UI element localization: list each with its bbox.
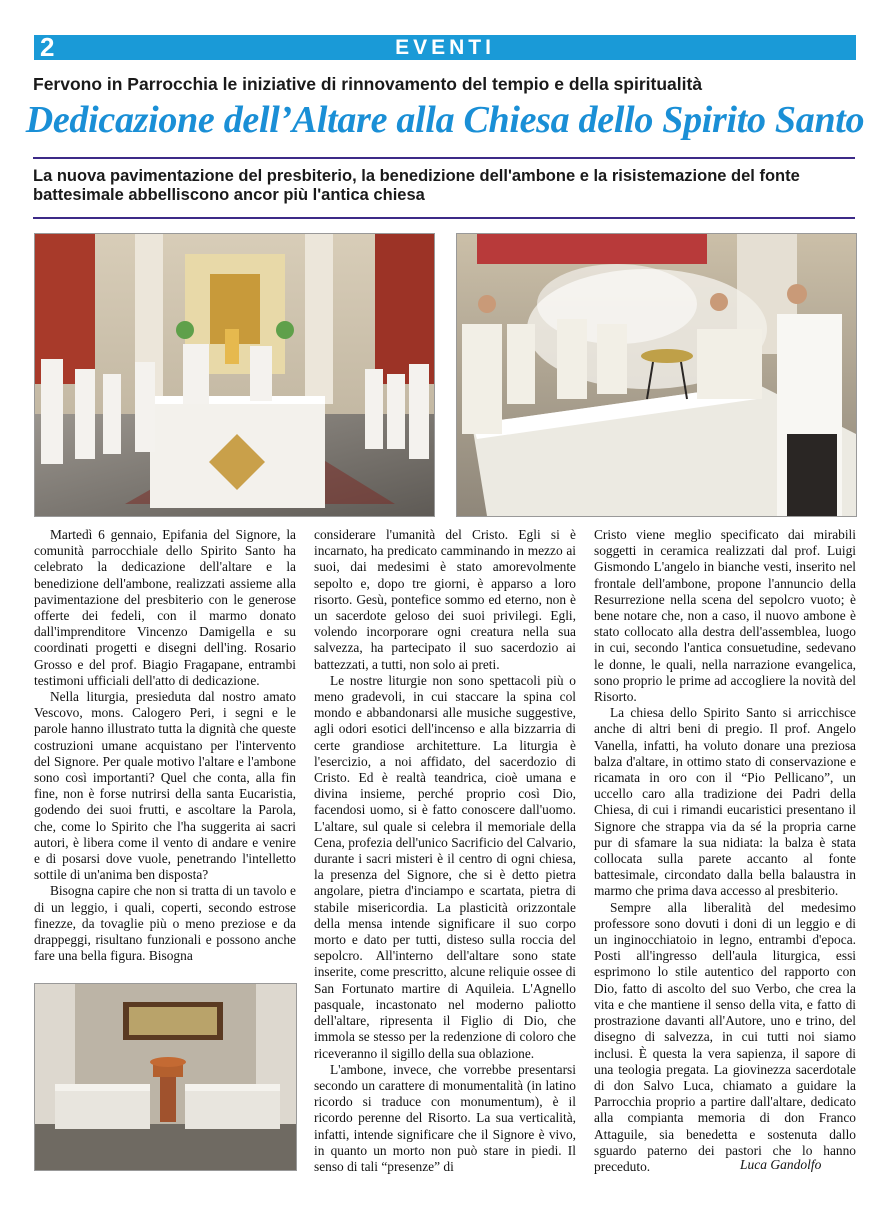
divider-rule (33, 217, 855, 219)
paragraph: Martedì 6 gennaio, Epifania del Signore, la comunità parrocchiale dello Spirito Santo ha celebrato la dedicazione dell'altare e la benedizione dell'ambone, realizzati assieme alla pavimentazione del presbiterio con le generose offerte dei fedeli, con il marmo donato dall'imprenditore Vincenzo Damigella e su coordinati progetti e disegni dell'ing. Rosario Grosso e del prof. Biagio Fragapane, entrambi testimoni ufficiali dell'atto di dedicazione. (34, 527, 296, 688)
paragraph: Bisogna capire che non si tratta di un tavolo e di un leggio, i quali, coperti, secondo estrose finezze, da tovaglie più o meno preziose e da drappeggi, risultano funzionali e possono anche fare una bella figura. Bisogna (34, 883, 296, 964)
article-column-1 (34, 527, 296, 964)
paragraph: Nella liturgia, presieduta dal nostro amato Vescovo, mons. Calogero Peri, i segni e le parole hanno illustrato tutta la dignità che queste costruzioni umane acquistano per l'intervento del Signore. Per quale motivo l'altare e l'ambone sono così importanti? Quel che conta, alla fin fine, non è forse nutrirsi della santa Eucaristia, godendo dei suoi frutti, e ascoltare la Parola, che, come lo Spirito che l'ha suggerita ai sacri autori, è libera come il vento di andare e venire e di posarsi dove vuole, penetrando l'intelletto sottile di un'anima ben disposta? (34, 689, 296, 883)
page-number: 2 (40, 32, 55, 62)
article-subtitle: La nuova pavimentazione del presbiterio, la benedizione dell'ambone e la risistemazione del fonte battesimale abbelliscono ancor più l'antica chiesa (33, 167, 800, 204)
kicker-headline: Fervono in Parrocchia le iniziative di rinnovamento del tempio e della spiritualità (33, 74, 703, 94)
paragraph: L'ambone, invece, che vorrebbe presentarsi secondo un carattere di monumentalità (in latino ricordo si traduce con monumentum), è il ricordo perenne del Risorto. La sua verticalità, infatti, intende significare che il Signore è vivo, in quanto un morto non può stare in piedi. Il senso di tali “presenze” di (314, 1061, 576, 1174)
article-column-2 (314, 527, 576, 1175)
article-title: Dedicazione dell’Altare alla Chiesa dello Spirito Santo (25, 99, 865, 141)
paragraph: Cristo viene meglio specificato dai mirabili soggetti in ceramica realizzati dal prof. Luigi Gismondo L'angelo in bianche vesti, inserito nel frontale dell'ambone, propone l'annuncio della Resurrezione nella scena del sepolcro vuoto; è bene notare che, non a caso, il nuovo ambone è stato collocato alla destra dell'assemblea, luogo in cui, secondo l'antica consuetudine, sedevano le donne, le quali, nella narrazione evangelica, sono proprio le prime ad accogliere la novità del Risorto. (594, 527, 856, 705)
divider-rule (33, 157, 855, 159)
paragraph: Le nostre liturgie non sono spettacoli più o meno gradevoli, in cui staccare la spina col mondo e abbandonarsi alle musiche suggestive, agli odori esotici dell'incenso e alla bizzarria di certe grandiose architetture. La liturgia è l'esercizio, a noi affidato, del sacerdozio di Cristo. Ed è realtà teandrica, cioè umana e divina insieme, perché proprio così Dio, facendosi uomo, si è fatto conoscere dall'uomo. L'altare, sul quale si celebra il memoriale della Cena, profezia dell'unico Sacrificio del Calvario, durante i sacri misteri è il centro di ogni chiesa, la presenza del Signore, che si è detto pietra angolare, pietra d'inciampo e scartata, pietra di stabile misericordia. La plasticità orizzontale della mensa intende significare il suo corpo morto e dato per tutti, disteso sulla roccia del sepolcro. All'interno dell'altare sono state inserite, come prescritto, alcune reliquie ossee di San Fortunato martire di Aquileia. L'Agnello pasquale, incastonato nel moderno paliotto dell'altare, ripresenta il Figlio di Dio, che immola se stesso per la redenzione di coloro che riceveranno il sigillo della sua oblazione. (314, 672, 576, 1061)
paragraph: considerare l'umanità del Cristo. Egli si è incarnato, ha predicato camminando in mezzo ai suoi, dai medesimi è stato amorevolmente sepolto e, dopo tre giorni, è apparso a loro risorto. Gesù, pontefice sommo ed eterno, non è un sacerdote geloso dei suoi privilegi. Egli, volendo incorporare ogni creatura nella sua salvezza, ha partecipato il suo sacerdozio ai battezzati, a tutti, non solo ai preti. (314, 527, 576, 672)
section-label: EVENTI (395, 36, 495, 59)
altar-dedication-photo (34, 233, 435, 517)
author-signature: Luca Gandolfo (740, 1157, 822, 1172)
incense-blessing-photo (456, 233, 857, 517)
paragraph: La chiesa dello Spirito Santo si arricchisce anche di altri beni di pregio. Il prof. Angelo Vanella, infatti, ha voluto donare una preziosa balza d'altare, in ottimo stato di conservazione e ricamata in oro con il “Pio Pellicano”, un uccello caro alla tradizione dei Padri della Chiesa, di cui i rimandi eucaristici presentano il Signore che strappa via da sé la propria carne pur di sfamare la sua nidiata: la balza è stata collocata sulla parete accanto al fonte battesimale, circondato dalla bella balaustra in marmo che prima dava accesso al presbiterio. (594, 705, 856, 899)
article-column-3 (594, 527, 856, 1175)
baptismal-font-photo (34, 983, 297, 1171)
paragraph: Sempre alla liberalità del medesimo professore sono dovuti i doni di un leggio e di un inginocchiatoio in legno, entrambi d'epoca. Posti all'ingresso dell'aula liturgica, essi esprimono lo stile autentico del rapporto con Dio, fatto di ascolto del suo Verbo, che crea la vita e che mantiene il senso della vita, e fatto di prostrazione davanti all'Autore, uno e trino, del disegno di salvezza, in cui tutti noi siamo inclusi. È questa la vera sapienza, il sapore di una teologia pregata. La giovinezza sacerdotale di don Salvo Luca, chiamato a guidare la Parrocchia proprio a partire dall'altare, dedicato alla compianta memoria di don Franco Attaguile, sia benedetta e sostenuta dallo sguardo paterno dei pastori che lo hanno preceduto. (594, 899, 856, 1174)
